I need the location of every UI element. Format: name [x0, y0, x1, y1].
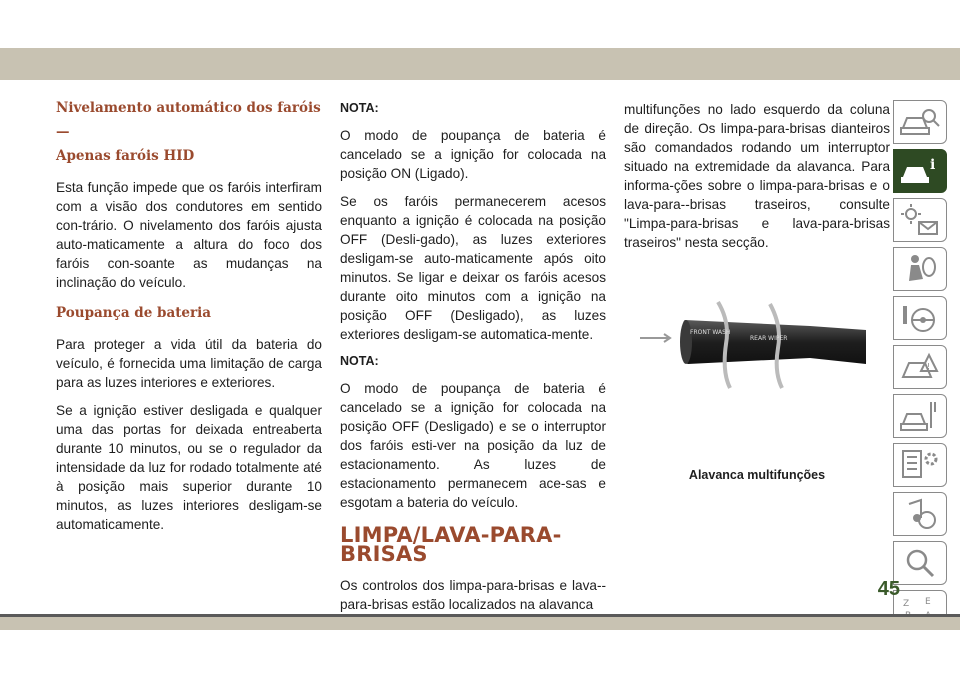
checklist-gear-icon — [899, 447, 941, 483]
bottom-margin — [0, 630, 960, 678]
tab-car-info[interactable] — [893, 149, 947, 193]
section-heading: LIMPA/LAVA-PARA-BRISAS — [340, 523, 562, 566]
page-number: 45 — [877, 578, 900, 600]
heading-line-1: Nivelamento automático dos faróis — — [56, 100, 321, 140]
multifunction-lever-figure — [630, 292, 890, 402]
heading-nivelamento — [56, 96, 322, 168]
chapter-tabs — [893, 100, 947, 639]
paragraph: Esta função impede que os faróis interfiram com a visão dos condutores em sentido con-trário. O nivelamento dos faróis ajusta auto-maticamente a altura do foco dos faróis con-soante as mudanças na inclinação do veículo. — [56, 180, 322, 290]
figure-caption: Alavanca multifunções — [688, 468, 826, 482]
steering-wheel-icon — [899, 300, 941, 336]
note-text: O modo de poupança de bateria é cancelado se a ignição for colocada na posição OFF (Desligado) e se o interruptor dos faróis esti-ver na posição da luz de estacionamento. As luzes de estacionamento permanecem ace-sas e esgotam a bateria do veículo. — [340, 381, 606, 510]
warning-lights-icon — [899, 202, 941, 238]
svg-text:E: E — [925, 597, 931, 607]
column-2 — [340, 100, 606, 623]
footer-band — [0, 614, 960, 630]
header-band — [0, 48, 960, 80]
top-margin — [0, 0, 960, 48]
car-info-icon — [899, 153, 941, 189]
tab-steering-wheel[interactable] — [893, 296, 947, 340]
tab-search[interactable] — [893, 541, 947, 585]
tab-checklist-gear[interactable] — [893, 443, 947, 487]
paragraph: multifunções no lado esquerdo da coluna de direção. Os limpa-para-brisas dianteiros são comandados rodando um interruptor situado na extremidade da alavanca. Para informa-ções sobre o limpa-para-brisas e o lava-para--brisas traseiros, consulte "Limpa-para-brisas e lava-para-brisas traseiros" nesta secção. — [624, 102, 890, 250]
multimedia-icon — [899, 496, 941, 532]
tab-multimedia[interactable] — [893, 492, 947, 536]
tab-car-tools[interactable] — [893, 394, 947, 438]
column-1 — [56, 96, 322, 543]
note-label: NOTA: — [340, 101, 379, 115]
figure-label: FRONT WASH — [690, 329, 731, 336]
note-label: NOTA: — [340, 354, 379, 368]
airbag-seat-icon — [899, 251, 941, 287]
note-text: O modo de poupança de bateria é cancelado se a ignição for colocada na posição ON (Ligado). — [340, 128, 606, 181]
column-3 — [624, 100, 890, 261]
paragraph: Se a ignição estiver desligada e qualquer uma das portas for deixada entreaberta durante 10 minutos, ou se o regulador da intensidade da luz for rodado totalmente até à posição mais superior durante 10 minutos, as luzes interiores desligam-se automaticamente. — [56, 403, 322, 532]
tab-warning-lights[interactable] — [893, 198, 947, 242]
heading-poupanca: Poupança de bateria — [56, 305, 212, 321]
svg-text:!: ! — [927, 362, 931, 371]
heading-line-2: Apenas faróis HID — [56, 148, 195, 164]
search-icon — [899, 545, 941, 581]
svg-text:i: i — [930, 157, 936, 173]
car-tools-icon — [899, 398, 941, 434]
svg-text:Z: Z — [903, 599, 910, 609]
paragraph: Se os faróis permanecerem acesos enquanto a ignição é colocada na posição OFF (Desli-gado), as luzes exteriores desligam-se auto-maticamente após oito minutos. Se ligar e deixar os faróis acesos durante oito minutos com a ignição na posição OFF (Desligado), as luzes exteriores desligam-se automatica-mente. — [340, 194, 606, 342]
paragraph: Para proteger a vida útil da bateria do veículo, é fornecida uma limitação de carga para as luzes interiores e exteriores. — [56, 337, 322, 390]
tab-airbag-seat[interactable] — [893, 247, 947, 291]
emergency-car-icon — [899, 349, 941, 385]
figure-label: REAR WIPER — [750, 335, 788, 342]
car-magnifier-icon — [899, 104, 941, 140]
tab-car-magnifier[interactable] — [893, 100, 947, 144]
tab-emergency-car[interactable] — [893, 345, 947, 389]
paragraph: Os controlos dos limpa-para-brisas e lava--para-brisas estão localizados na alavanca — [340, 578, 606, 612]
